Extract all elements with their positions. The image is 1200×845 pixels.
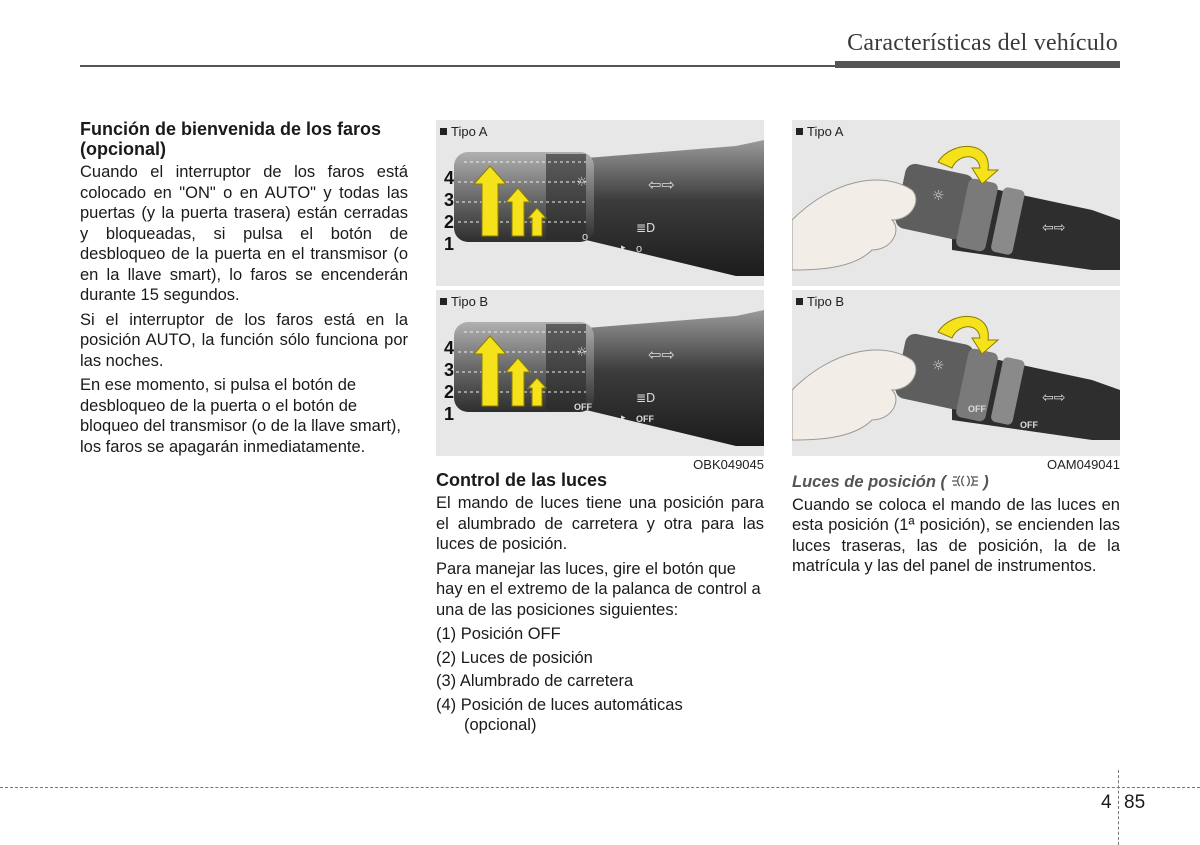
svg-text:o: o [582,231,589,243]
position-number: 2 [444,382,455,402]
section-title-welcome: Función de bienvenida de los faros (opcional) [80,119,382,159]
figure-lever-type-a [436,120,764,286]
list-item: (3) Alumbrado de carretera [436,672,634,690]
hand-lever-illustration [792,140,1120,276]
svg-text:▸: ▸ [621,242,626,252]
figure-code: OAM049041 [1043,457,1120,472]
svg-text:⇦⇨: ⇦⇨ [648,345,675,364]
position-number: 3 [444,190,455,210]
off-mark: OFF [1020,420,1038,430]
figure-type-label: Tipo A [440,124,487,139]
svg-text:⇦⇨: ⇦⇨ [1042,220,1066,236]
header-rule-accent [835,61,1120,68]
svg-text:⇦⇨: ⇦⇨ [648,175,675,194]
off-mark: OFF [574,402,592,412]
figure-type-label: Tipo B [440,294,488,309]
position-number: 1 [444,404,455,424]
figure-hand-lever-type-b [792,290,1120,472]
section-title-light-control: Control de las luces [436,470,608,490]
paragraph: Si el interruptor de los faros está en la posición AUTO, la función sólo funciona por las noches. [80,310,408,370]
figure-code: OBK049045 [689,457,764,472]
footer-divider [1118,770,1119,845]
position-lights-icon [951,474,979,488]
hand-lever-illustration [792,310,1120,446]
position-number: 3 [444,360,455,380]
svg-text:≣D: ≣D [636,221,656,235]
position-number: 1 [444,234,455,254]
paragraph: Cuando el interruptor de los faros está colocado en "ON" o en AUTO" y todas las puertas (y la puerta trasera) están cerradas y bloqueadas, si pulsa el botón de desbloqueo de la puerta en el transmisor (o en la llave smart), lo faros se encenderán durante 15 segundos. [80,163,408,304]
page-number: 85 [1124,792,1146,813]
list-item: (1) Posición OFF [436,625,561,643]
list-item: (2) Luces de posición [436,648,593,667]
position-number: 4 [444,168,455,188]
svg-text:⇦⇨: ⇦⇨ [1042,390,1066,406]
svg-text:o: o [636,243,643,255]
left-column [80,119,408,461]
lever-illustration [436,140,764,276]
svg-text:☼: ☼ [576,345,588,360]
running-header: Características del vehículo [847,30,1118,56]
position-number: 4 [444,338,455,358]
list-item: (4) Posición de luces automáticas [436,695,683,714]
chapter-number: 4 [1101,792,1112,813]
paragraph: En ese momento, si pulsa el botón de desbloqueo de la puerta o el botón de bloqueo del transmisor (o de la llave smart), los faros se apagarán inmediatamente. [80,376,401,456]
right-column [792,472,1120,581]
middle-column [436,470,764,739]
svg-text:☼: ☼ [932,358,945,374]
off-mark: OFF [636,414,654,424]
subsection-title-position-lights: Luces de posición ( ) [792,473,989,491]
figure-type-label: Tipo A [796,124,843,139]
svg-text:☼: ☼ [576,175,588,190]
list-item-continuation: (opcional) [464,716,537,734]
figure-type-label: Tipo B [796,294,844,309]
svg-text:≣D: ≣D [636,391,656,405]
footer-rule [0,787,1200,788]
off-mark: OFF [968,404,986,414]
paragraph: Para manejar las luces, gire el botón que hay en el extremo de la palanca de control a una de las posiciones siguientes: [436,559,761,619]
position-number: 2 [444,212,455,232]
header-rule [80,65,835,67]
svg-text:☼: ☼ [932,188,945,204]
figure-hand-lever-type-a [792,120,1120,286]
paragraph: Cuando se coloca el mando de las luces en esta posición (1ª posición), se encienden las luces traseras, las de posición, la de la matrícula y las del panel de instrumentos. [792,495,1120,575]
lever-illustration [436,310,764,446]
svg-text:▸: ▸ [621,412,626,422]
figure-lever-type-b [436,290,764,472]
paragraph: El mando de luces tiene una posición para el alumbrado de carretera y otra para las luces de posición. [436,494,764,553]
